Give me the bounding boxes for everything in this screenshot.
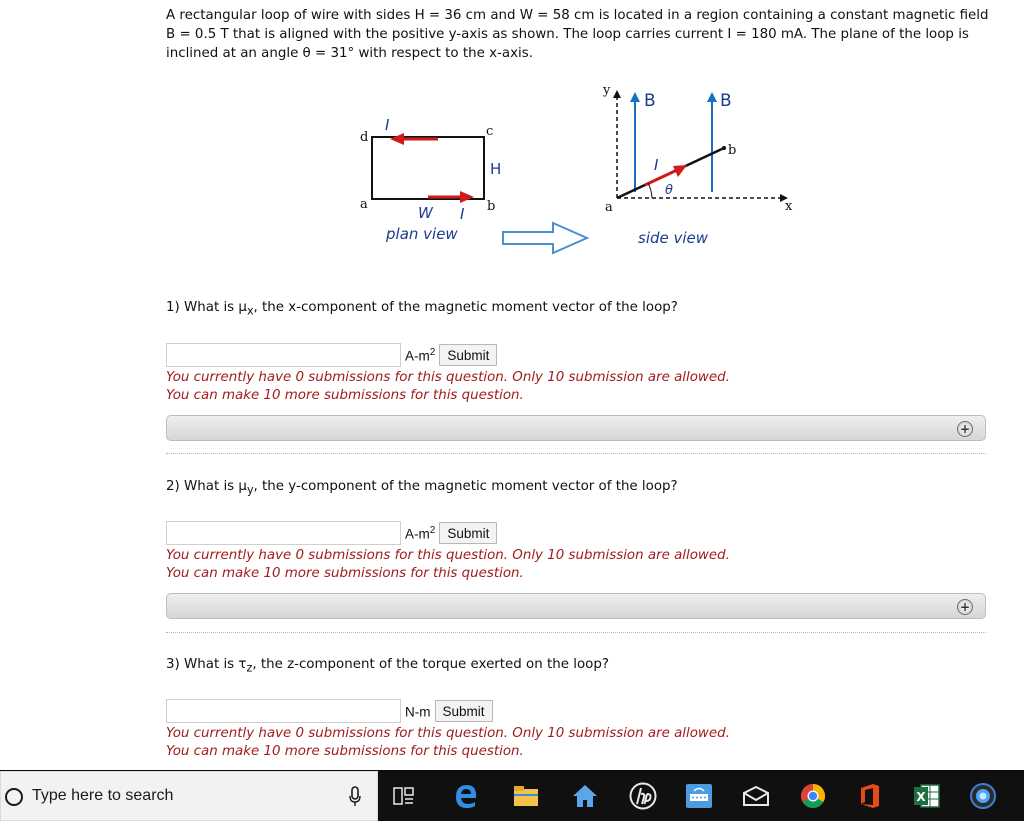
question-3 <box>166 657 609 675</box>
question-2 <box>166 479 678 497</box>
file-explorer-icon[interactable] <box>511 781 541 811</box>
side-current-label: I <box>654 156 659 174</box>
submit-button-1[interactable]: Submit <box>439 344 497 366</box>
unit-label-1 <box>405 347 435 364</box>
side-view-caption: side view <box>638 229 709 247</box>
plan-side-w: W <box>418 204 433 222</box>
task-view-icon[interactable] <box>389 781 419 811</box>
question-1 <box>166 300 678 318</box>
unit-label-2 <box>405 525 435 542</box>
plan-loop-rectangle <box>372 137 484 199</box>
answer-input-3[interactable] <box>166 699 401 723</box>
question-3-number: 3) <box>166 657 180 672</box>
intro-line-3: inclined at an angle θ = 31° with respect to the x-axis. <box>166 46 533 61</box>
answer-row-1 <box>166 342 497 368</box>
plan-corner-b: b <box>487 199 496 214</box>
hp-icon[interactable] <box>628 781 658 811</box>
question-2-number: 2) <box>166 479 180 494</box>
network-keyboard-icon[interactable] <box>684 781 714 811</box>
submit-button-3[interactable]: Submit <box>435 700 493 722</box>
answer-row-3 <box>166 698 493 724</box>
home-icon[interactable] <box>570 781 600 811</box>
side-corner-b-dot <box>722 146 726 150</box>
unit-main-2: A-m <box>405 526 430 542</box>
question-separator-2 <box>166 632 986 633</box>
field-arrowhead-right <box>707 92 717 102</box>
answer-input-1[interactable] <box>166 343 401 367</box>
view-transition-arrow <box>503 223 587 253</box>
office-icon[interactable] <box>855 781 885 811</box>
plan-corner-a: a <box>360 197 368 212</box>
plan-corner-d: d <box>360 130 369 145</box>
answer-input-2[interactable] <box>166 521 401 545</box>
question-2-subscript: y <box>246 483 254 497</box>
unit-sup-2: 2 <box>429 524 436 536</box>
submission-notice-2 <box>166 547 730 583</box>
side-corner-b: b <box>728 143 737 158</box>
loop-diagram <box>340 82 820 272</box>
chrome-icon[interactable] <box>798 781 828 811</box>
side-axis-y-label: y <box>603 83 611 98</box>
hint-bar-2[interactable] <box>166 593 986 619</box>
question-2-text-before: What is μ <box>184 479 247 494</box>
notice-3-line-1: You currently have 0 submissions for this question. Only 10 submission are allowed. <box>166 726 730 741</box>
plan-current-label-bottom: I <box>460 205 465 223</box>
notice-2-line-2: You can make 10 more submissions for this question. <box>166 566 524 581</box>
email-icon[interactable] <box>741 781 771 811</box>
question-3-subscript: z <box>246 661 253 675</box>
submit-button-2[interactable]: Submit <box>439 522 497 544</box>
notice-1-line-2: You can make 10 more submissions for this question. <box>166 388 524 403</box>
intro-line-1: A rectangular loop of wire with sides H = 36 cm and W = 58 cm is located in a region containing a constant magnetic field <box>166 8 989 23</box>
problem-intro <box>166 6 996 63</box>
taskbar-search-placeholder[interactable]: Type here to search <box>32 787 174 804</box>
excel-icon-label: X <box>916 790 926 804</box>
plan-side-h: H <box>490 160 502 178</box>
cortana-circle-icon <box>5 788 23 806</box>
side-angle-label: θ <box>665 183 673 198</box>
side-corner-a: a <box>605 200 613 215</box>
submission-notice-1 <box>166 369 730 405</box>
field-arrowhead-left <box>630 92 640 102</box>
question-1-number: 1) <box>166 300 180 315</box>
notice-3-line-2: You can make 10 more submissions for this question. <box>166 744 524 759</box>
answer-row-2 <box>166 520 497 546</box>
side-y-axis-arrowhead <box>613 90 621 98</box>
plan-view-caption: plan view <box>386 225 458 243</box>
loop-figure <box>340 82 820 272</box>
unit-main-3: N-m <box>405 704 431 720</box>
question-2-text-after: , the y-component of the magnetic moment vector of the loop? <box>253 479 678 494</box>
unit-label-3 <box>405 703 431 720</box>
plan-corner-c: c <box>486 124 494 139</box>
intro-line-2: B = 0.5 T that is aligned with the positive y-axis as shown. The loop carries current I = 180 mA. The plane of the loop is <box>166 27 969 42</box>
notice-1-line-1: You currently have 0 submissions for this question. Only 10 submission are allowed. <box>166 370 730 385</box>
excel-icon[interactable] <box>912 781 942 811</box>
question-1-text-after: , the x-component of the magnetic moment vector of the loop? <box>253 300 678 315</box>
edge-browser-icon[interactable] <box>451 781 481 811</box>
expand-plus-icon[interactable]: + <box>957 421 973 437</box>
microphone-icon[interactable] <box>349 786 361 808</box>
taskbar-search-box[interactable] <box>0 771 378 821</box>
windows-taskbar <box>0 770 1024 821</box>
plan-current-arrowhead-top <box>390 133 404 145</box>
hint-bar-1[interactable] <box>166 415 986 441</box>
cortana-icon[interactable] <box>968 781 998 811</box>
question-separator-1 <box>166 453 986 454</box>
unit-main-1: A-m <box>405 348 430 364</box>
question-1-text-before: What is μ <box>184 300 247 315</box>
submission-notice-3 <box>166 725 730 761</box>
question-1-subscript: x <box>246 304 254 318</box>
side-field-label-right: B <box>720 91 732 111</box>
side-angle-arc <box>648 183 652 198</box>
notice-2-line-1: You currently have 0 submissions for this question. Only 10 submission are allowed. <box>166 548 730 563</box>
side-field-label-left: B <box>644 91 656 111</box>
question-3-text-before: What is τ <box>184 657 247 672</box>
question-3-text-after: , the z-component of the torque exerted on the loop? <box>252 657 609 672</box>
side-axis-x-label: x <box>785 199 793 214</box>
plan-current-arrowhead-bottom <box>460 191 474 203</box>
plan-current-label-top: I <box>385 116 390 134</box>
expand-plus-icon[interactable]: + <box>957 599 973 615</box>
unit-sup-1: 2 <box>429 346 436 358</box>
